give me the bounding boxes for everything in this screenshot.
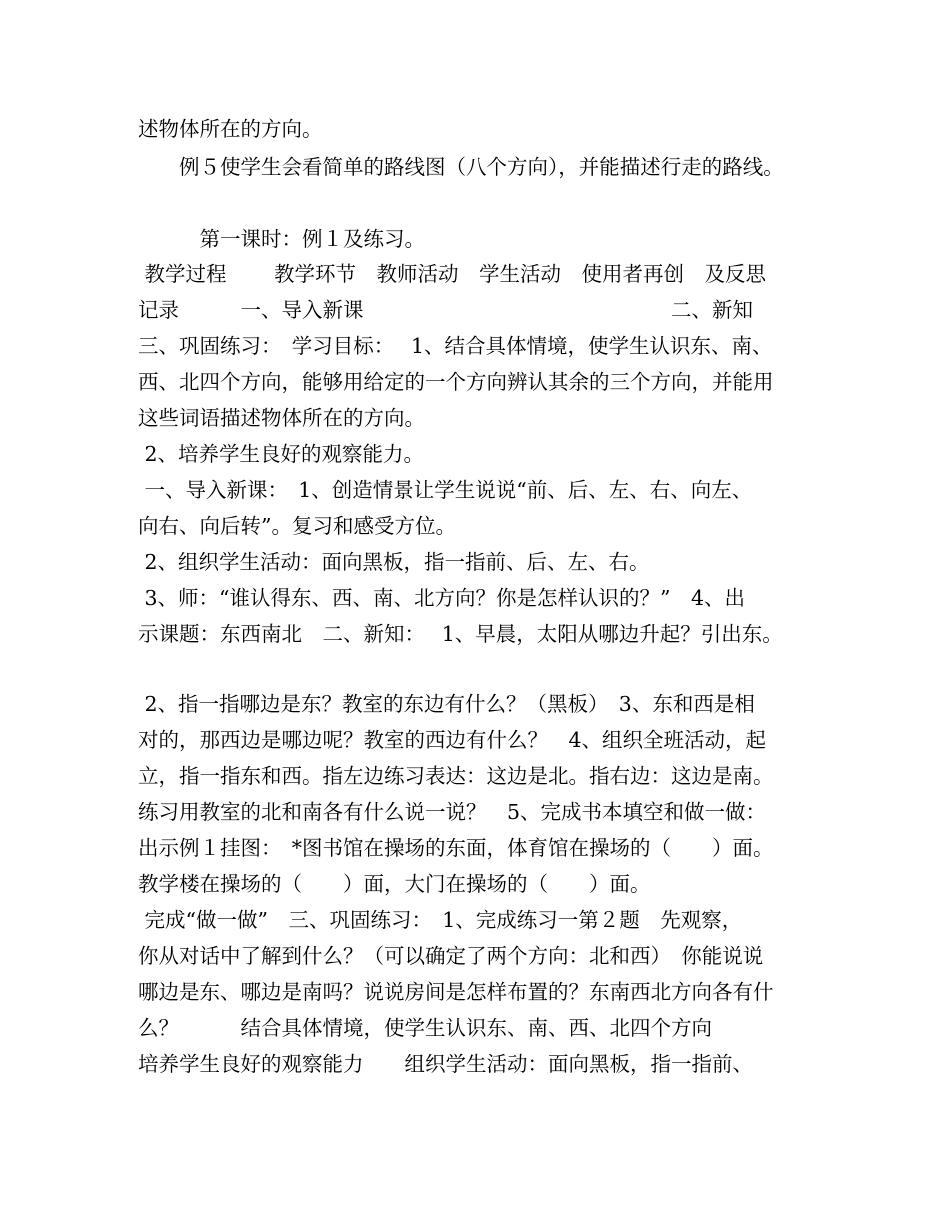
text-line: 你从对话中了解到什么？（可以确定了两个方向：北和西） 你能说说 <box>138 944 764 968</box>
text-line: 述物体所在的方向。 <box>138 117 323 141</box>
text-line: 出示例１挂图： *图书馆在操场的东面，体育馆在操场的（ ）面。 <box>138 836 774 860</box>
text-line: 教学过程 教学环节 教师活动 学生活动 使用者再创 及反思 <box>138 262 767 286</box>
text-line: 2、指一指哪边是东？教室的东边有什么？（黑板） 3、东和西是相 <box>138 692 755 716</box>
text-line: 一、导入新课： 1、创造情景让学生说说“前、后、左、右、向左、 <box>138 478 753 502</box>
text-line: 记录 一、导入新课 二、新知 <box>138 298 753 322</box>
text-line: 培养学生良好的观察能力 组织学生活动：面向黑板，指一指前、 <box>138 1052 753 1076</box>
text-line: 完成“做一做” 三、巩固练习： 1、完成练习一第２题 先观察， <box>138 908 743 932</box>
text-line: 向右、向后转”。复习和感受方位。 <box>138 514 456 538</box>
text-line: 第一课时：例１及练习。 <box>138 227 425 251</box>
text-line: 3、师：“谁认得东、西、南、北方向？你是怎样认识的？” 4、出 <box>138 586 746 610</box>
text-line: 这些词语描述物体所在的方向。 <box>138 406 425 430</box>
text-line: 例５使学生会看简单的路线图（八个方向），并能描述行走的路线。 <box>138 155 784 179</box>
text-line: 三、巩固练习： 学习目标： 1、结合具体情境，使学生认识东、南、 <box>138 334 773 358</box>
text-line: 哪边是东、哪边是南吗？说说房间是怎样布置的？东南西北方向各有什 <box>138 980 774 1004</box>
text-line: 练习用教室的北和南各有什么说一说？ 5、完成书本填空和做一做： <box>138 800 767 824</box>
text-line: 西、北四个方向，能够用给定的一个方向辨认其余的三个方向，并能用 <box>138 370 774 394</box>
text-line: 对的，那西边是哪边呢？教室的西边有什么？ 4、组织全班活动，起 <box>138 728 767 752</box>
text-line: 示课题：东西南北 二、新知： 1、早晨，太阳从哪边升起？引出东。 <box>138 622 783 646</box>
text-line: 教学楼在操场的（ ）面，大门在操场的（ ）面。 <box>138 872 651 896</box>
text-line: 2、组织学生活动：面向黑板，指一指前、后、左、右。 <box>138 550 650 574</box>
text-line: 么？ 结合具体情境，使学生认识东、南、西、北四个方向 <box>138 1016 712 1040</box>
text-line: 立，指一指东和西。指左边练习表达：这边是北。指右边：这边是南。 <box>138 764 774 788</box>
text-line: 2、培养学生良好的观察能力。 <box>138 442 425 466</box>
